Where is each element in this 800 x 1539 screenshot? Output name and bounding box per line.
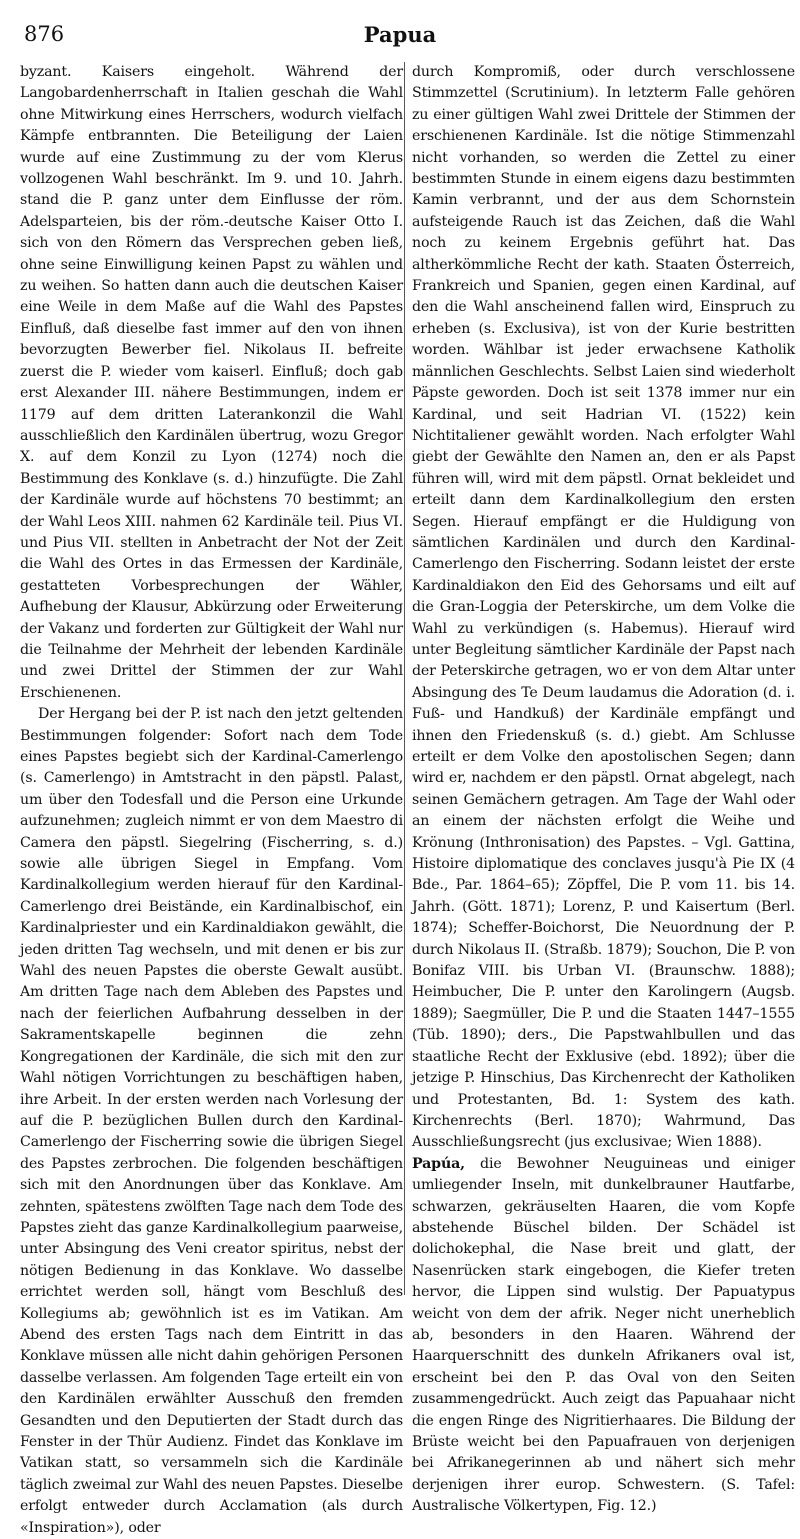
entry-papua [412, 1154, 795, 1518]
paragraph-papstwahl-continued: durch Kompromiß, oder durch verschlossene Stimmzettel (Scrutinium). In letzterm Falle gehören zu einer gültigen Wahl zwei Drittele der Stimmen der erschienenen Kardinäle. Ist die nötige Stimmenzahl nicht vorhanden, so werden die Zettel zu einer bestimmten Stunde in einem eigens dazu bestimmten Kamin verbrannt, und der aus dem Schornstein aufsteigende Rauch ist das Zeichen, daß die Wahl noch zu keinem Ergebnis geführt hat. Das altherkömmliche Recht der kath. Staaten Österreich, Frankreich und Spanien, gegen einen Kardinal, auf den die Wahl anscheinend fallen wird, Einspruch zu erheben (s. Exclusiva), ist von der Kurie bestritten worden. Wählbar ist jeder erwachsene Katholik männlichen Geschlechts. Selbst Laien sind wiederholt Päpste geworden. Doch ist seit 1378 immer nur ein Kardinal, und seit Hadrian VI. (1522) kein Nichtitaliener gewählt worden. Nach erfolgter Wahl giebt der Gewählte den Namen an, den er als Papst führen will, wird mit dem päpstl. Ornat bekleidet und erteilt dann dem Kardinalkollegium den ersten Segen. Hierauf empfängt er die Huldigung von sämtlichen Kardinälen und durch den Kardinal-Camerlengo den Fischerring. Sodann leistet der erste Kardinaldiakon den Eid des Gehorsams und eilt auf die Gran-Loggia der Peterskirche, um dem Volke die Wahl zu verkündigen (s. Habemus). Hierauf wird unter Begleitung sämtlicher Kardinäle der Papst nach der Peterskirche getragen, wo er von dem Altar unter Absingung des Te Deum laudamus die Adoration (d. i. Fuß- und Handkuß) der Kardinäle empfängt und ihnen den Friedenskuß (s. d.) giebt. Am Schlusse erteilt er dem Volke den apostolischen Segen; dann wird er, nachdem er den päpstl. Ornat abgelegt, nach seinen Gemächern getragen. Am Tage der Wahl oder an einem der nächsten erfolgt die Weihe und Krönung (Inthronisation) des Papstes. – Vgl. Gattina, Histoire diplomatique des conclaves jusqu'à Pie IX (4 Bde., Par. 1864–65); Zöpffel, Die P. vom 11. bis 14. Jahrh. (Gött. 1871); Lorenz, P. und Kaisertum (Berl. 1874); Scheffer-Boichorst, Die Neuordnung der P. durch Nikolaus II. (Straßb. 1879); Souchon, Die P. von Bonifaz VIII. bis Urban VI. (Braunschw. 1888); Heimbucher, Die P. unter den Karolingern (Augsb. 1889); Saegmüller, Die P. und die Staaten 1447–1555 (Tüb. 1890); ders., Die Papstwahlbullen und das staatliche Recht der Exklusive (ebd. 1892); über die jetzige P. Hinschius, Das Kirchenrecht der Katholiken und Protestanten, Bd. 1: System des kath. Kirchenrechts (Berl. 1870); Wahrmund, Das Ausschließungsrecht (jus exclusivae; Wien 1888). [412, 64, 795, 1151]
entry-lemma: Papúa, [412, 1155, 465, 1172]
left-column [20, 62, 403, 1539]
entry-papua-text: die Bewohner Neuguineas und einiger umliegender Inseln, mit dunkelbrauner Hautfarbe, schwarzen, gekräuselten Haaren, die vom Kopfe abstehende Büschel bilden. Der Schädel ist dolichokephal, die Nase breit und glatt, der Nasenrücken stark eingebogen, die Kiefer treten hervor, die Lippen sind wulstig. Der Papuatypus weicht von dem der afrik. Neger nicht unerheblich ab, besonders in den Haaren. Während der Haarquerschnitt des dunkeln Afrikaners oval ist, erscheint bei den P. das Oval von den Seiten zusammengedrückt. Auch zeigt das Papuahaar nicht die engen Ringe des Nigritierhaares. Die Bildung der Brüste weicht bei den Papuafrauen von derjenigen bei Afrikanegerinnen ab und nähert sich mehr derjenigen ihrer europ. Schwestern. (S. Tafel: Australische Völkertypen, Fig. 12.) [412, 1155, 795, 1515]
page-number: 876 [24, 22, 65, 46]
paragraph-papstwahl-procedure: Der Hergang bei der P. ist nach den jetzt geltenden Bestimmungen folgender: Sofort nach dem Tode eines Papstes begiebt sich der Kardinal-Camerlengo (s. Camerlengo) in Amtstracht in den päpstl. Palast, um über den Todesfall und die Person eine Urkunde aufzunehmen; zugleich nimmt er von dem Maestro di Camera den päpstl. Siegelring (Fischerring, s. d.) sowie alle übrigen Siegel in Empfang. Vom Kardinalkollegium werden hierauf für den Kardinal-Camerlengo drei Beistände, ein Kardinalbischof, ein Kardinalpriester und ein Kardinaldiakon gewählt, die jeden dritten Tag wechseln, und mit denen er bis zur Wahl des neuen Papstes die oberste Gewalt ausübt. Am dritten Tage nach dem Ableben des Papstes und nach der feierlichen Aufbahrung desselben in der Sakramentskapelle beginnen die zehn Kongregationen der Kardinäle, die sich mit den zur Wahl nötigen Vorrichtungen zu beschäftigen haben, ihre Arbeit. In der ersten werden nach Vorlesung der auf die P. bezüglichen Bullen durch den Kardinal-Camerlengo der Fischerring sowie die übrigen Siegel des Papstes zerbrochen. Die folgenden beschäftigen sich mit den Anordnungen über das Konklave. Am zehnten, spätestens zwölften Tage nach dem Tode des Papstes zieht das ganze Kardinalkollegium paarweise, unter Absingung des Veni creator spiritus, nebst der nötigen Bedienung in das Konklave. Wo dasselbe errichtet werden soll, hängt vom Beschluß des Kollegiums ab; gewöhnlich ist es im Vatikan. Am Abend des ersten Tags nach dem Eintritt in das Konklave müssen alle nicht dahin gehörigen Personen dasselbe verlassen. Am folgenden Tage erteilt ein von den Kardinälen erwählter Ausschuß den fremden Gesandten und den Deputierten der Stadt durch das Fenster in der Thür Audienz. Findet das Konklave im Vatikan statt, so versammeln sich die Kardinäle täglich zweimal zur Wahl des neuen Papstes. Dieselbe erfolgt entweder durch Acclamation (als durch «Inspiration»), oder [20, 706, 403, 1536]
page-header [20, 22, 780, 52]
column-divider [404, 62, 405, 1295]
running-head: Papua [363, 22, 437, 47]
right-column [412, 62, 795, 1518]
paragraph-papstwahl-history: byzant. Kaisers eingeholt. Während der Langobardenherrschaft in Italien geschah die Wahl ohne Mitwirkung eines Herrschers, wodurch vielfach Kämpfe entbrannten. Die Beteiligung der Laien wurde auf eine Zustimmung zu der vom Klerus vollzogenen Wahl beschränkt. Im 9. und 10. Jahrh. stand die P. ganz unter dem Einflusse der röm. Adelsparteien, bis der röm.-deutsche Kaiser Otto I. sich von den Römern das Versprechen geben ließ, ohne seine Einwilligung keinen Papst zu wählen und zu weihen. So hatten dann auch die deutschen Kaiser eine Weile in dem Maße auf die Wahl des Papstes Einfluß, daß dieselbe fast immer auf den von ihnen bevorzugten Bewerber fiel. Nikolaus II. befreite zuerst die P. wieder vom kaiserl. Einfluß; doch gab erst Alexander III. nähere Bestimmungen, indem er 1179 auf dem dritten Laterankonzil die Wahl ausschließlich den Kardinälen übertrug, wozu Gregor X. auf dem Konzil zu Lyon (1274) noch die Bestimmung des Konklave (s. d.) hinzufügte. Die Zahl der Kardinäle wurde auf höchstens 70 bestimmt; an der Wahl Leos XIII. nahmen 62 Kardinäle teil. Pius VI. und Pius VII. stellten in Anbetracht der Not der Zeit die Wahl des Ortes in das Ermessen der Kardinäle, gestatteten Vorbesprechungen der Wähler, Aufhebung der Klausur, Abkürzung oder Erweiterung der Vakanz und forderten zur Gültigkeit der Wahl nur die Teilnahme der Mehrheit der lebenden Kardinäle und zwei Drittel der Stimmen der zur Wahl Erschienenen. [20, 64, 403, 701]
